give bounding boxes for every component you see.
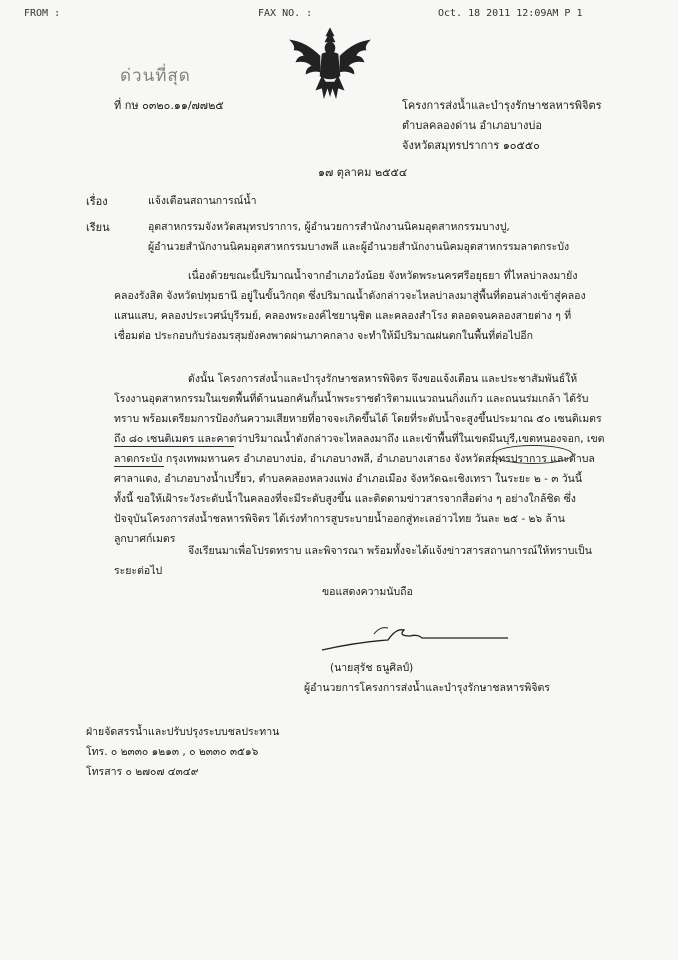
handwritten-underline: [114, 446, 234, 447]
paragraph-line: ถึง ๘๐ เซนติเมตร และคาดว่าปริมาณน้ำดังกล่าวจะไหลลงมาถึง และเข้าพื้นที่ในเขตมีนบุรี,เขตหนองจอก, เขต: [114, 433, 605, 445]
letter-date: ๑๗ ตุลาคม ๒๕๕๔: [318, 166, 408, 179]
paragraph-line: เชื่อมต่อ ประกอบกับร่องมรสุมยังคงพาดผ่านภาคกลาง จะทำให้มีปริมาณฝนตกในพื้นที่ต่อไปอีก: [114, 330, 533, 342]
paragraph-line: เนื่องด้วยขณะนี้ปริมาณน้ำจากอำเภอวังน้อย จังหวัดพระนครศรีอยุธยา ที่ไหลบ่าลงมายัง: [188, 270, 578, 282]
sender-address: [402, 96, 602, 156]
paragraph-line: โรงงานอุตสาหกรรมในเขตพื้นที่ด้านนอกคันกั้นน้ำพระราชดำริตามแนวถนนกิ่งแก้ว และถนนร่มเกล้า ได้รับ: [114, 393, 589, 405]
paragraph-line: แสนแสบ, คลองประเวศน์บุรีรมย์, คลองพระองค์ไชยานุชิต และคลองสำโรง ตลอดจนคลองสายต่าง ๆ ที่: [114, 310, 572, 322]
footer-department: ฝ่ายจัดสรรน้ำและปรับปรุงระบบชลประทาน: [86, 726, 280, 738]
closing-salutation: ขอแสดงความนับถือ: [322, 586, 413, 598]
subject-text: แจ้งเตือนสถานการณ์น้ำ: [148, 195, 257, 207]
paragraph-line: ลาดกระบัง กรุงเทพมหานคร อำเภอบางบ่อ, อำเภอบางพลี, อำเภอบางเสาธง จังหวัดสมุทรปราการ และตำบล: [114, 453, 595, 465]
subject-label: เรื่อง: [86, 195, 108, 208]
address-line: โครงการส่งน้ำและบำรุงรักษาชลหารพิจิตร: [402, 99, 602, 112]
fax-number-label: FAX NO. :: [258, 8, 313, 19]
paragraph-line: จึงเรียนมาเพื่อโปรดทราบ และพิจารณา พร้อมทั้งจะได้แจ้งข่าวสารสถานการณ์ให้ทราบเป็น: [188, 545, 592, 557]
reference-number: ที่ กษ ๐๓๒๐.๑๑/๗๗๒๕: [114, 99, 224, 112]
paragraph-line: ลูกบาศก์เมตร: [114, 533, 176, 545]
paragraph-line: คลองรังสิต จังหวัดปทุมธานี อยู่ในขั้นวิกฤต ซึ่งปริมาณน้ำดังกล่าวจะไหลบ่าลงมาสู่พื้นที่ตอนล่างเข้าสู่คลอง: [114, 290, 586, 302]
paragraph-line: ทราบ พร้อมเตรียมการป้องกันความเสียหายที่อาจจะเกิดขึ้นได้ โดยที่ระดับน้ำจะสูงขึ้นประมาณ ๕๐ เซนติเมตร: [114, 413, 602, 425]
footer-phone: โทร. ๐ ๒๓๓๐ ๑๒๑๓ , ๐ ๒๓๓๐ ๓๕๑๖: [86, 746, 259, 758]
recipient-label: เรียน: [86, 221, 110, 234]
paragraph-line: ศาลาแดง, อำเภอบางน้ำเปรี้ยว, ตำบลคลองหลวงแพ่ง อำเภอเมือง จังหวัดฉะเชิงเทรา ในระยะ ๒ - ๓ วันนี้: [114, 473, 583, 485]
handwritten-underline: [114, 466, 164, 467]
signer-title: ผู้อำนวยการโครงการส่งน้ำและบำรุงรักษาชลหารพิจิตร: [304, 682, 550, 694]
paragraph-line: ปัจจุบันโครงการส่งน้ำชลหารพิจิตร ได้เร่งทำการสูบระบายน้ำออกสู่ทะเลอ่าวไทย วันละ ๒๕ - ๒๖ ล้าน: [114, 513, 565, 525]
handwritten-circle-mark: [493, 445, 573, 464]
garuda-emblem-icon: [282, 24, 378, 104]
paragraph-line: ดังนั้น โครงการส่งน้ำและบำรุงรักษาชลหารพิจิตร จึงขอแจ้งเตือน และประชาสัมพันธ์ให้: [188, 373, 578, 385]
footer-fax: โทรสาร ๐ ๒๗๐๗ ๔๓๔๙: [86, 766, 199, 778]
footer-contact: [86, 722, 279, 782]
fax-header: [0, 8, 678, 24]
handwritten-signature: [318, 614, 510, 658]
paragraph-situation: [114, 267, 606, 347]
recipient-line: อุตสาหกรรมจังหวัดสมุทรปราการ, ผู้อำนวยการสำนักงานนิคมอุตสาหกรรมบางปู,: [148, 221, 510, 233]
urgent-stamp: ด่วนที่สุด: [120, 66, 191, 86]
fax-timestamp: Oct. 18 2011 12:09AM P 1: [438, 8, 583, 19]
fax-from-label: FROM :: [24, 8, 61, 19]
address-line: จังหวัดสมุทรปราการ ๑๐๕๕๐: [402, 139, 540, 152]
paragraph-closing-request: [114, 542, 606, 582]
recipient-line: ผู้อำนวยสำนักงานนิคมอุตสาหกรรมบางพลี และผู้อำนวยสำนักงานนิคมอุตสาหกรรมลาดกระบัง: [148, 241, 570, 253]
paragraph-line: ระยะต่อไป: [114, 565, 163, 577]
signer-name: (นายสุรัช ธนูศิลป์): [330, 662, 414, 674]
paragraph-line: ทั้งนี้ ขอให้เฝ้าระวังระดับน้ำในคลองที่จะมีระดับสูงขึ้น และติดตามข่าวสารจากสื่อต่าง ๆ อย่างใกล้ชิด ซึ่ง: [114, 493, 576, 505]
address-line: ตำบลคลองด่าน อำเภอบางบ่อ: [402, 119, 542, 132]
